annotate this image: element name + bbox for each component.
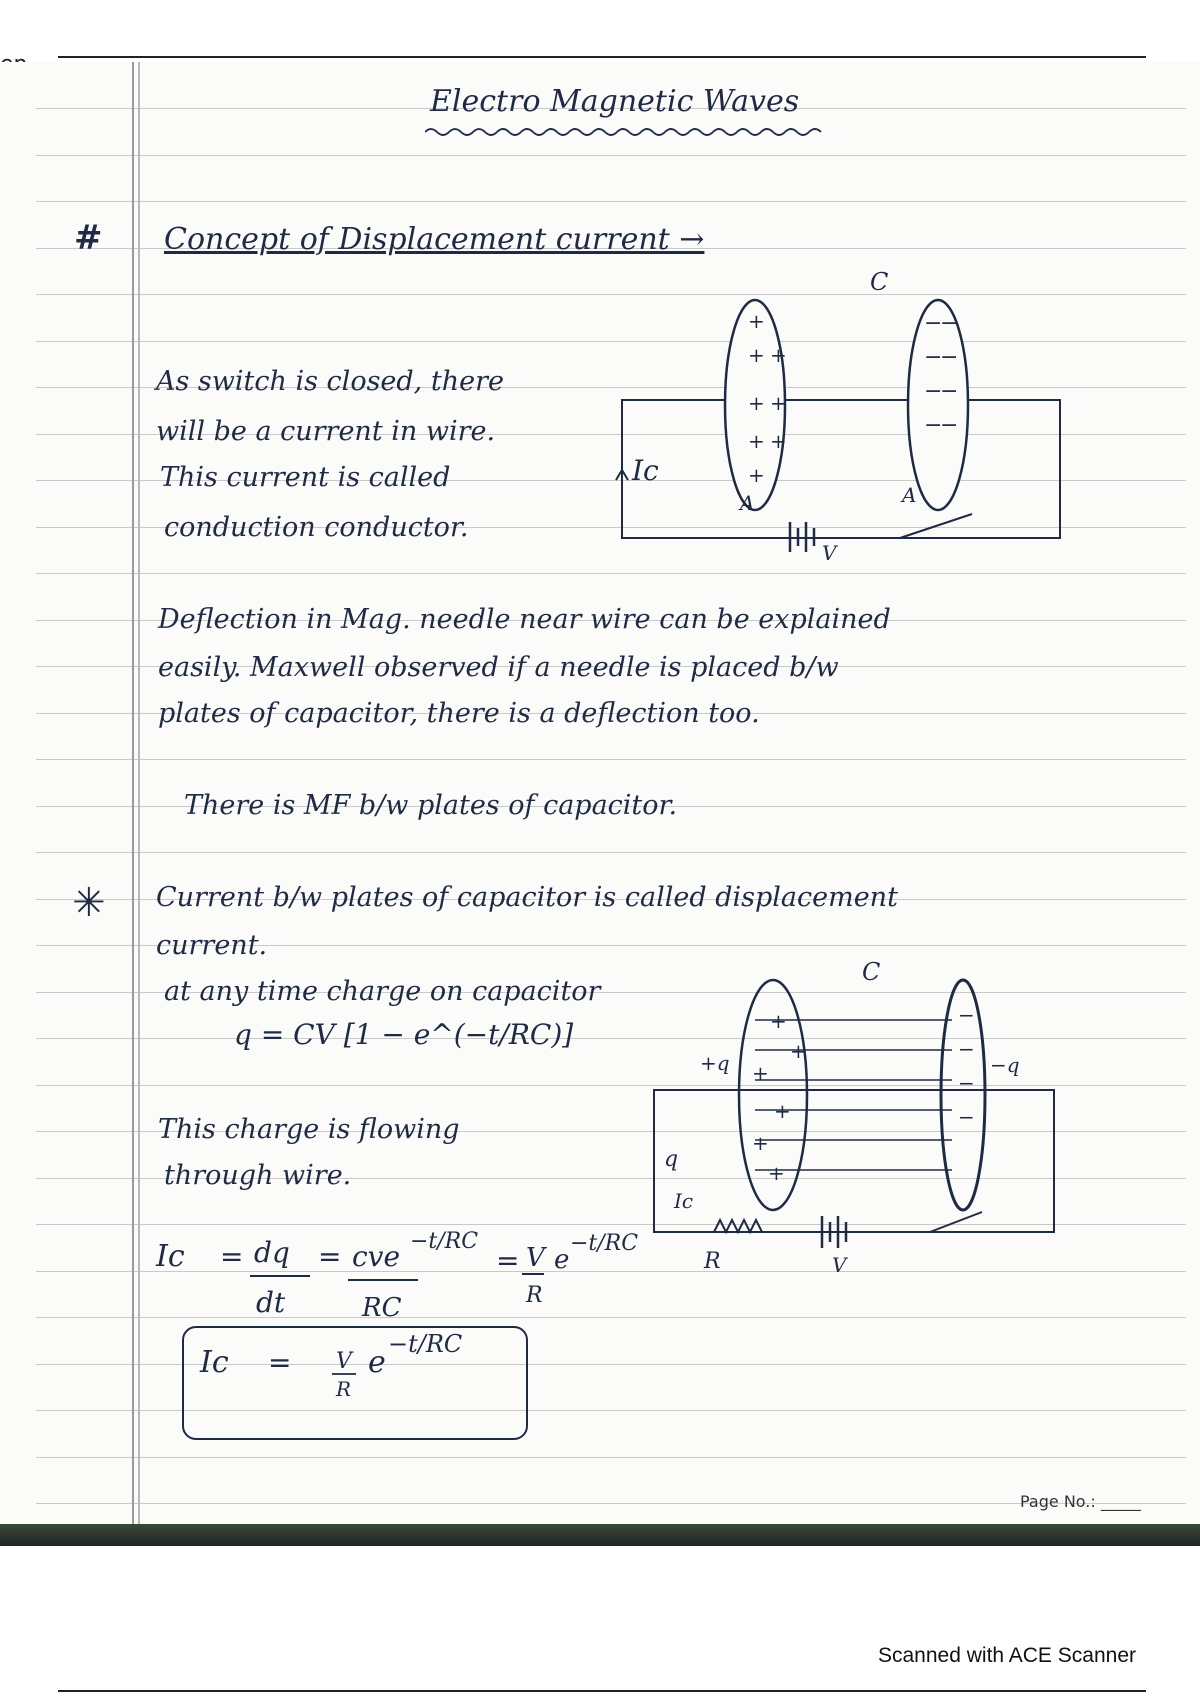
svg-text:=: = — [318, 1240, 342, 1273]
svg-text:+: + — [748, 309, 765, 333]
svg-text:−: − — [958, 1037, 975, 1061]
current-label-ic: Ic — [674, 1189, 694, 1213]
capacitor-circuit-diagram-1 — [600, 268, 1080, 565]
svg-text:e: e — [554, 1245, 570, 1275]
svg-text:V: V — [336, 1349, 352, 1374]
ic-derivation-equation — [150, 1230, 710, 1330]
svg-text:+: + — [752, 1061, 769, 1085]
svg-text:−: − — [924, 311, 943, 336]
scanner-watermark: Scanned with ACE Scanner — [878, 1644, 1136, 1667]
flow-line2: through wire. — [164, 1160, 352, 1191]
current-label-ic: Ic — [632, 454, 659, 487]
positive-charges — [752, 1009, 807, 1185]
svg-text:−: − — [924, 345, 943, 370]
margin-line — [132, 62, 134, 1542]
svg-text:+: + — [770, 1009, 787, 1033]
scan-bottom-border — [58, 1690, 1146, 1692]
svg-text:+: + — [790, 1039, 807, 1063]
svg-text:−: − — [940, 345, 959, 370]
capacitor-label-c: C — [870, 268, 889, 296]
svg-text:−: − — [924, 379, 943, 404]
circuit-wire — [622, 400, 1060, 538]
battery-label-v: V — [832, 1253, 847, 1277]
svg-text:Ic: Ic — [200, 1345, 229, 1380]
para2-line3: plates of capacitor, there is a deflection too. — [158, 698, 760, 729]
svg-text:+: + — [748, 463, 765, 487]
ruled-line — [36, 852, 1186, 853]
svg-text:−: − — [940, 311, 959, 336]
definition-line1: Current b/w plates of capacitor is called displacement — [156, 882, 898, 913]
flow-line1: This charge is flowing — [158, 1114, 460, 1145]
ruled-line — [36, 155, 1186, 156]
page-title: Electro Magnetic Waves — [430, 84, 800, 119]
para1-line2: will be a current in wire. — [156, 416, 496, 447]
svg-text:+: + — [752, 1131, 769, 1155]
negative-charges — [958, 1003, 975, 1129]
para1-line4: conduction conductor. — [164, 512, 469, 543]
svg-text:dq: dq — [254, 1236, 290, 1269]
battery-label-v: V — [822, 541, 837, 565]
svg-text:e: e — [368, 1345, 386, 1380]
svg-text:+: + — [770, 391, 787, 415]
svg-text:−: − — [924, 413, 943, 438]
capacitor-circuit-diagram-2 — [640, 950, 1070, 1277]
svg-text:RC: RC — [362, 1293, 402, 1323]
resistor-icon — [714, 1220, 762, 1232]
ruled-line — [36, 573, 1186, 574]
scan-top-border — [58, 56, 1146, 58]
svg-text:−: − — [940, 379, 959, 404]
para1-line1: As switch is closed, there — [156, 366, 504, 397]
charge-label-q: q — [664, 1147, 679, 1172]
switch-icon — [930, 1212, 982, 1232]
svg-text:−t/RC: −t/RC — [388, 1330, 463, 1358]
para2-line1: Deflection in Mag. needle near wire can be explained — [158, 604, 891, 635]
area-label-a1: A — [740, 491, 755, 515]
charge-label-minus-q: −q — [990, 1053, 1020, 1077]
svg-text:R: R — [526, 1283, 543, 1308]
svg-text:−: − — [958, 1105, 975, 1129]
margin-line-inner — [138, 62, 140, 1542]
svg-text:+: + — [774, 1099, 791, 1123]
page-number-field: Page No.: _____ — [1020, 1492, 1141, 1511]
svg-text:−t/RC: −t/RC — [410, 1229, 479, 1254]
svg-text:cve: cve — [352, 1240, 401, 1273]
svg-text:−: − — [958, 1003, 975, 1027]
svg-text:−: − — [940, 413, 959, 438]
boxed-ic-equation — [196, 1332, 526, 1412]
charge-label-plus-q: +q — [700, 1051, 730, 1075]
title-underline — [425, 124, 825, 140]
ruled-line — [36, 1503, 1186, 1504]
svg-text:dt: dt — [256, 1286, 286, 1319]
capacitor-label-c: C — [862, 958, 881, 986]
svg-text:+: + — [768, 1161, 785, 1185]
svg-text:+: + — [748, 343, 765, 367]
circuit-wire — [654, 1090, 1054, 1232]
svg-text:=: = — [268, 1346, 292, 1379]
ruled-line — [36, 201, 1186, 202]
svg-text:−: − — [958, 1071, 975, 1095]
svg-text:−t/RC: −t/RC — [570, 1231, 639, 1256]
charge-equation: q = CV [1 − e^(−t/RC)] — [234, 1018, 574, 1051]
svg-text:+: + — [770, 343, 787, 367]
scan-edge-strip — [0, 1524, 1200, 1546]
svg-text:Ic: Ic — [156, 1239, 185, 1274]
svg-text:R: R — [336, 1377, 352, 1401]
svg-text:+: + — [770, 429, 787, 453]
svg-text:+: + — [748, 391, 765, 415]
svg-text:=: = — [220, 1240, 244, 1273]
para1-line3: This current is called — [160, 462, 451, 493]
svg-text:+: + — [748, 429, 765, 453]
ruled-line — [36, 759, 1186, 760]
svg-text:=: = — [496, 1244, 520, 1277]
para3: There is MF b/w plates of capacitor. — [184, 790, 678, 821]
switch-icon — [900, 514, 972, 538]
resistor-label-r: R — [704, 1249, 721, 1274]
svg-text:V: V — [526, 1243, 545, 1273]
charge-intro: at any time charge on capacitor — [164, 976, 601, 1007]
field-lines — [755, 1020, 952, 1170]
ruled-line — [36, 1457, 1186, 1458]
asterisk-symbol: ✳ — [72, 880, 106, 926]
hash-symbol: # — [74, 218, 103, 258]
section-heading: Concept of Displacement current → — [164, 222, 705, 257]
definition-line2: current. — [156, 930, 268, 961]
area-label-a2: A — [902, 483, 917, 507]
para2-line2: easily. Maxwell observed if a needle is placed b/w — [158, 652, 839, 683]
